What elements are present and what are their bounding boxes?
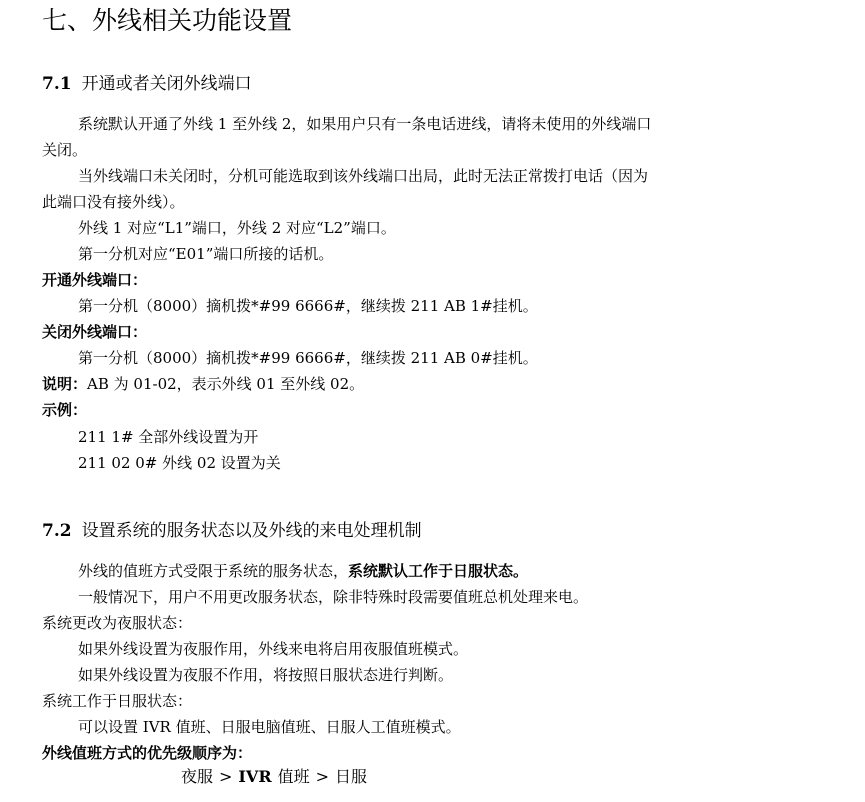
section-number: 7.1 [42, 74, 72, 94]
section-title: 开通或者关闭外线端口 [81, 74, 252, 94]
priority-night: 夜服 [181, 767, 214, 786]
priority-separator: > [315, 767, 330, 786]
section-number: 7.2 [42, 521, 72, 541]
paragraph-line: 一般情况下，用户不用更改服务状态，除非特殊时段需要值班总机处理来电。 [78, 588, 589, 606]
paragraph-line: 当外线端口未关闭时，分机可能选取到该外线端口出局，此时无法正常拨打电话（因为 [78, 167, 649, 185]
paragraph-line: 第一分机对应“E01”端口所接的话机。 [78, 245, 334, 263]
paragraph-line: 关闭。 [42, 141, 88, 159]
priority-separator: > [219, 767, 233, 786]
example-line: 211 02 0# 外线 02 设置为关 [78, 454, 281, 472]
paragraph-line: 可以设置 IVR 值班、日服电脑值班、日服人工值班模式。 [78, 718, 461, 736]
default-state-note: 系统默认工作于日服状态。 [348, 562, 529, 580]
section-title: 设置系统的服务状态以及外线的来电处理机制 [81, 521, 422, 541]
priority-label: 外线值班方式的优先级顺序为： [42, 744, 253, 762]
day-state-label: 系统工作于日服状态： [42, 692, 193, 710]
paragraph-line: 此端口没有接外线）。 [42, 193, 185, 211]
note-text: AB 为 01-02，表示外线 01 至外线 02。 [87, 375, 365, 393]
paragraph-line: 如果外线设置为夜服不作用，将按照日服状态进行判断。 [78, 666, 454, 684]
chapter-title: 七、外线相关功能设置 [42, 6, 293, 35]
paragraph-line: 系统默认开通了外线 1 至外线 2，如果用户只有一条电话进线，请将未使用的外线端口 [78, 115, 652, 133]
paragraph-line: 如果外线设置为夜服作用，外线来电将启用夜服值班模式。 [78, 640, 469, 658]
note-label: 说明： [42, 375, 88, 393]
section-7-2-heading [42, 519, 422, 543]
paragraph-text: 外线的值班方式受限于系统的服务状态， [78, 562, 349, 580]
paragraph-line: 外线 1 对应“L1”端口，外线 2 对应“L2”端口。 [78, 219, 396, 237]
priority-ivr-suffix: 值班 [277, 767, 310, 786]
close-port-label: 关闭外线端口： [42, 323, 148, 341]
close-port-command: 第一分机（8000）摘机拨*#99 6666#，继续拨 211 AB 0#挂机。 [78, 349, 538, 367]
example-line: 211 1# 全部外线设置为开 [78, 428, 259, 446]
open-port-label: 开通外线端口： [42, 271, 148, 289]
example-label: 示例： [42, 401, 88, 419]
open-port-command: 第一分机（8000）摘机拨*#99 6666#，继续拨 211 AB 1#挂机。 [78, 297, 538, 315]
section-7-1-heading [42, 72, 252, 96]
note-line [42, 374, 364, 394]
paragraph-line [78, 561, 528, 581]
priority-ivr: IVR [238, 767, 272, 786]
night-state-label: 系统更改为夜服状态： [42, 614, 193, 632]
priority-order [181, 766, 373, 788]
priority-day: 日服 [335, 767, 368, 786]
